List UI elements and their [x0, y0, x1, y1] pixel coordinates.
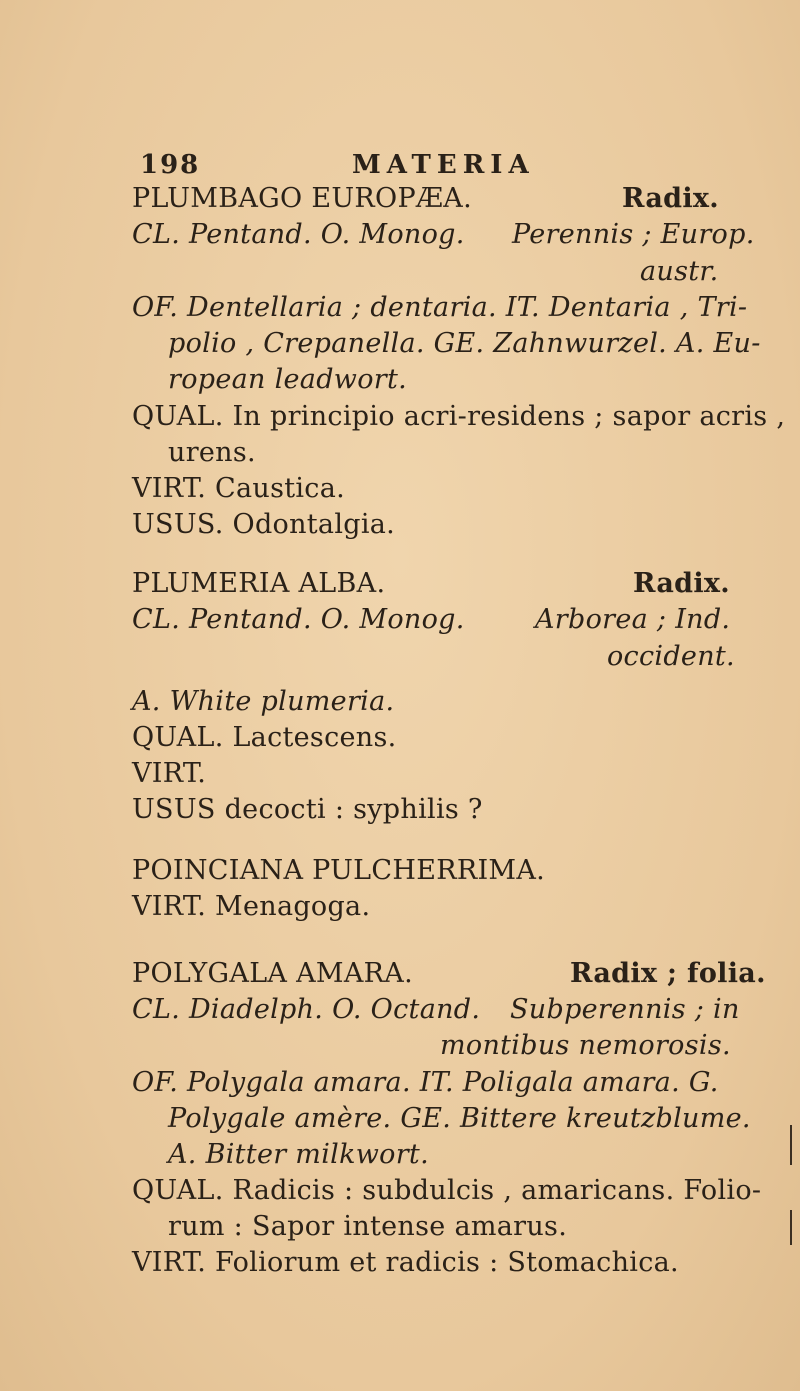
running-title: MATERIA — [352, 150, 535, 180]
page-edge-mark — [790, 1210, 792, 1245]
entry-class: CL. Pentand. O. Monog. — [132, 219, 465, 250]
entry-officinal-cont: Polygale amère. GE. Bittere kreutzblume. — [168, 1103, 751, 1134]
entry-officinal: OF. Polygala amara. IT. Poligala amara. G. — [132, 1067, 719, 1098]
entry-class: CL. Pentand. O. Monog. — [132, 604, 465, 635]
entry-habitat-cont: montibus nemorosis. — [440, 1030, 731, 1061]
entry-virtue: VIRT. Menagoga. — [132, 891, 371, 922]
entry-virtue: VIRT. Foliorum et radicis : Stomachica. — [132, 1247, 679, 1278]
entry-habitat: Subperennis ; in — [510, 994, 740, 1025]
page-number: 198 — [140, 150, 201, 180]
entry-habitat: Arborea ; Ind. — [535, 604, 731, 635]
entry-virtue: VIRT. Caustica. — [132, 473, 346, 504]
entry-habitat-cont: austr. — [640, 256, 719, 287]
entry-habitat: Perennis ; Europ. — [512, 219, 755, 250]
entry-part: Radix. — [633, 568, 730, 599]
entry-quality: QUAL. In principio acri-residens ; sapor acris , — [132, 401, 786, 432]
entry-english-name: A. White plumeria. — [132, 686, 395, 717]
entry-part: Radix ; folia. — [570, 958, 766, 989]
entry-usage: USUS decocti : syphilis ? — [132, 794, 483, 825]
entry-part: Radix. — [622, 183, 719, 214]
entry-title: PLUMERIA ALBA. — [132, 568, 386, 599]
entry-usage: USUS. Odontalgia. — [132, 509, 396, 540]
entry-virtue: VIRT. — [132, 758, 207, 789]
entry-english-name: A. Bitter milkwort. — [168, 1139, 429, 1170]
entry-quality-cont: urens. — [168, 437, 256, 468]
entry-title: POINCIANA PULCHERRIMA. — [132, 855, 546, 886]
entry-title: POLYGALA AMARA. — [132, 958, 413, 989]
entry-quality-cont: rum : Sapor intense amarus. — [168, 1211, 568, 1242]
entry-class: CL. Diadelph. O. Octand. — [132, 994, 481, 1025]
page-edge-mark — [790, 1125, 792, 1165]
entry-quality: QUAL. Lactescens. — [132, 722, 397, 753]
entry-quality: QUAL. Radicis : subdulcis , amaricans. Folio- — [132, 1175, 762, 1206]
entry-officinal-cont: polio , Crepanella. GE. Zahnwurzel. A. Eu- — [168, 328, 761, 359]
entry-officinal-cont: ropean leadwort. — [168, 364, 407, 395]
entry-officinal: OF. Dentellaria ; dentaria. IT. Dentaria , Tri- — [132, 292, 748, 323]
entry-habitat-cont: occident. — [607, 641, 735, 672]
entry-title: PLUMBAGO EUROPÆA. — [132, 183, 472, 214]
